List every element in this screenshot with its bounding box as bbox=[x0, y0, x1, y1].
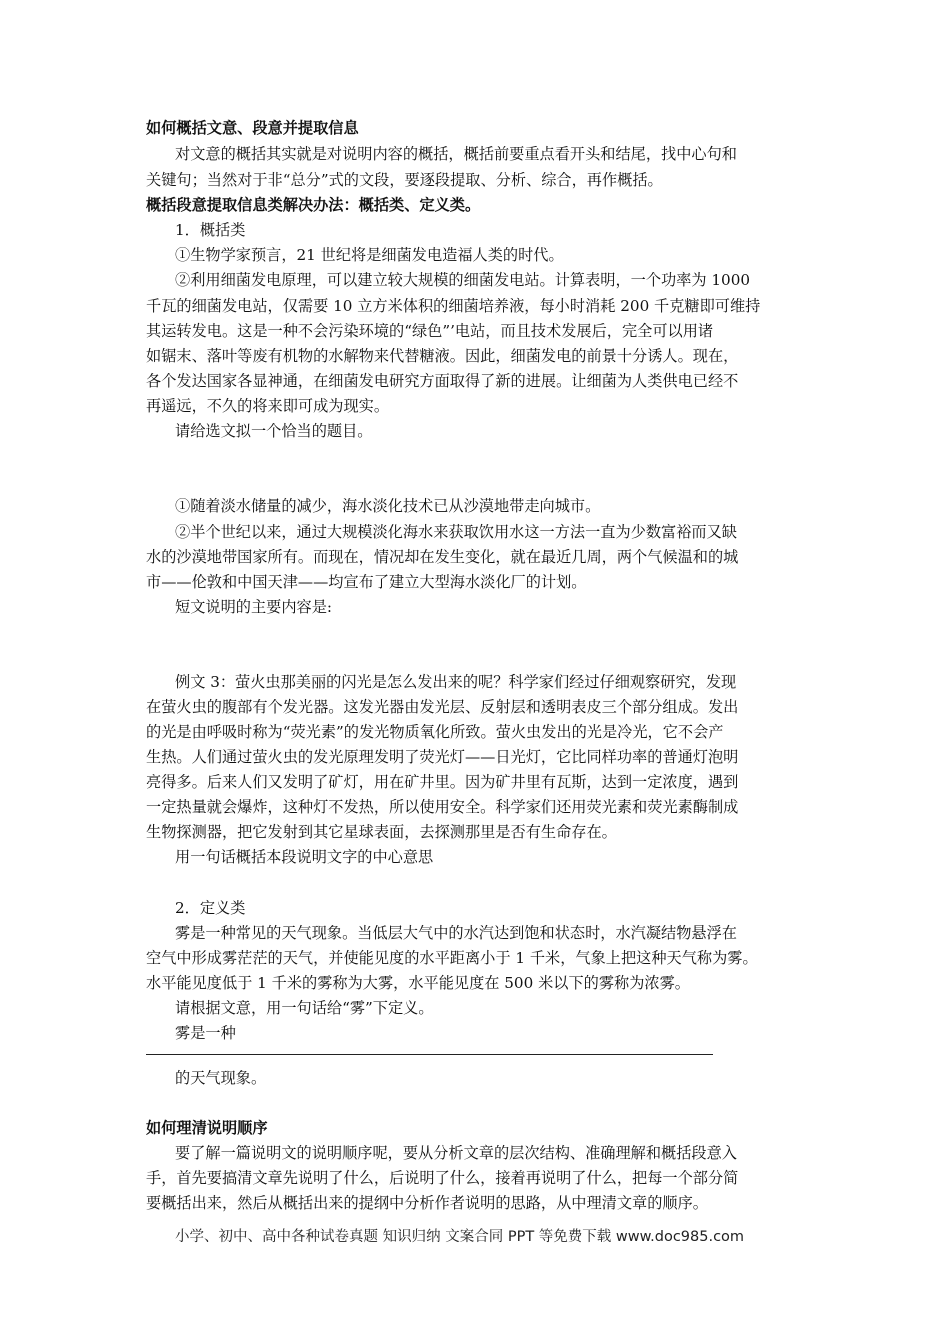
ex2-line-3: 水的沙漠地带国家所有。而现在，情况却在发生变化，就在最近几周，两个气候温和的城 bbox=[146, 548, 739, 566]
def-question: 请根据文意，用一句话给“雾”下定义。 bbox=[175, 999, 434, 1017]
ex1-line-6: 各个发达国家各显神通，在细菌发电研究方面取得了新的进展。让细菌为人类供电已经不 bbox=[146, 372, 739, 390]
def-line-1: 雾是一种常见的天气现象。当低层大气中的水汽达到饱和状态时，水汽凝结物悬浮在 bbox=[175, 924, 737, 942]
ex1-line-2: ②利用细菌发电原理，可以建立较大规模的细菌发电站。计算表明，一个功率为 1000 bbox=[175, 271, 751, 289]
ex3-line-3: 的光是由呼吸时称为“荧光素”的发光物质氧化所致。萤火虫发出的光是冷光，它不会产 bbox=[146, 723, 724, 741]
ex3-line-7: 生物探测器，把它发射到其它星球表面，去探测那里是否有生命存在。 bbox=[146, 823, 617, 841]
section2-line-2: 手，首先要搞清文章先说明了什么，后说明了什么，接着再说明了什么，把每一个部分简 bbox=[146, 1169, 739, 1187]
section2-line-3: 要概括出来，然后从概括出来的提纲中分析作者说明的思路，从中理清文章的顺序。 bbox=[146, 1194, 708, 1212]
ex3-line-6: 一定热量就会爆炸，这种灯不发热，所以使用安全。科学家们还用荧光素和荧光素酶制成 bbox=[146, 798, 739, 816]
intro-line-2: 关键句；当然对于非“总分”式的文段，要逐段提取、分析、综合，再作概括。 bbox=[146, 171, 663, 189]
sub2-label: 2．定义类 bbox=[175, 899, 246, 917]
ex2-line-4: 市——伦敦和中国天津——均宣布了建立大型海水淡化厂的计划。 bbox=[146, 573, 587, 591]
ex3-line-1: 例文 3：萤火虫那美丽的闪光是怎么发出来的呢？科学家们经过仔细观察研究，发现 bbox=[175, 673, 737, 691]
footer-text: 小学、初中、高中各种试卷真题 知识归纳 文案合同 PPT 等免费下载 www.doc985.com bbox=[175, 1229, 745, 1245]
section1-heading: 如何概括文意、段意并提取信息 bbox=[146, 119, 359, 137]
ex1-line-3: 千瓦的细菌发电站，仅需要 10 立方米体积的细菌培养液，每小时消耗 200 千克糖即可维持 bbox=[146, 297, 761, 315]
def-line-3: 水平能见度低于 1 千米的雾称为大雾，水平能见度在 500 米以下的雾称为浓雾。 bbox=[146, 974, 690, 992]
ex1-line-5: 如锯末、落叶等废有机物的水解物来代替糖液。因此，细菌发电的前景十分诱人。现在， bbox=[146, 347, 739, 365]
answer-blank-line bbox=[146, 1054, 713, 1055]
sub1-label: 1．概括类 bbox=[175, 221, 246, 239]
ex3-line-4: 生热。人们通过萤火虫的发光原理发明了荧光灯——日光灯，它比同样功率的普通灯泡明 bbox=[146, 748, 739, 766]
method-heading: 概括段意提取信息类解决办法：概括类、定义类。 bbox=[146, 196, 481, 214]
ex1-line-7: 再遥远，不久的将来即可成为现实。 bbox=[146, 397, 389, 415]
ex3-line-5: 亮得多。后来人们又发明了矿灯，用在矿井里。因为矿井里有瓦斯，达到一定浓度，遇到 bbox=[146, 773, 739, 791]
ex2-line-2: ②半个世纪以来，通过大规模淡化海水来获取饮用水这一方法一直为少数富裕而又缺 bbox=[175, 523, 737, 541]
section2-line-1: 要了解一篇说明文的说明顺序呢，要从分析文章的层次结构、准确理解和概括段意入 bbox=[175, 1144, 737, 1162]
def-line-2: 空气中形成雾茫茫的天气，并使能见度的水平距离小于 1 千米，气象上把这种天气称为雾。 bbox=[146, 949, 758, 967]
intro-line-1: 对文意的概括其实就是对说明内容的概括，概括前要重点看开头和结尾，找中心句和 bbox=[175, 145, 737, 163]
section2-heading: 如何理清说明顺序 bbox=[146, 1119, 268, 1137]
ex1-line-4: 其运转发电。这是一种不会污染环境的“绿色”’电站，而且技术发展后，完全可以用诸 bbox=[146, 322, 714, 340]
def-suffix: 的天气现象。 bbox=[175, 1069, 267, 1087]
ex3-question: 用一句话概括本段说明文字的中心意思 bbox=[175, 848, 434, 866]
ex3-line-2: 在萤火虫的腹部有个发光器。这发光器由发光层、反射层和透明表皮三个部分组成。发出 bbox=[146, 698, 739, 716]
ex1-line-1: ①生物学家预言，21 世纪将是细菌发电造福人类的时代。 bbox=[175, 246, 564, 264]
ex2-question: 短文说明的主要内容是: bbox=[175, 598, 332, 616]
ex2-line-1: ①随着淡水储量的减少，海水淡化技术已从沙漠地带走向城市。 bbox=[175, 497, 601, 515]
ex1-question: 请给选文拟一个恰当的题目。 bbox=[175, 422, 373, 440]
def-prefix: 雾是一种 bbox=[175, 1024, 236, 1042]
